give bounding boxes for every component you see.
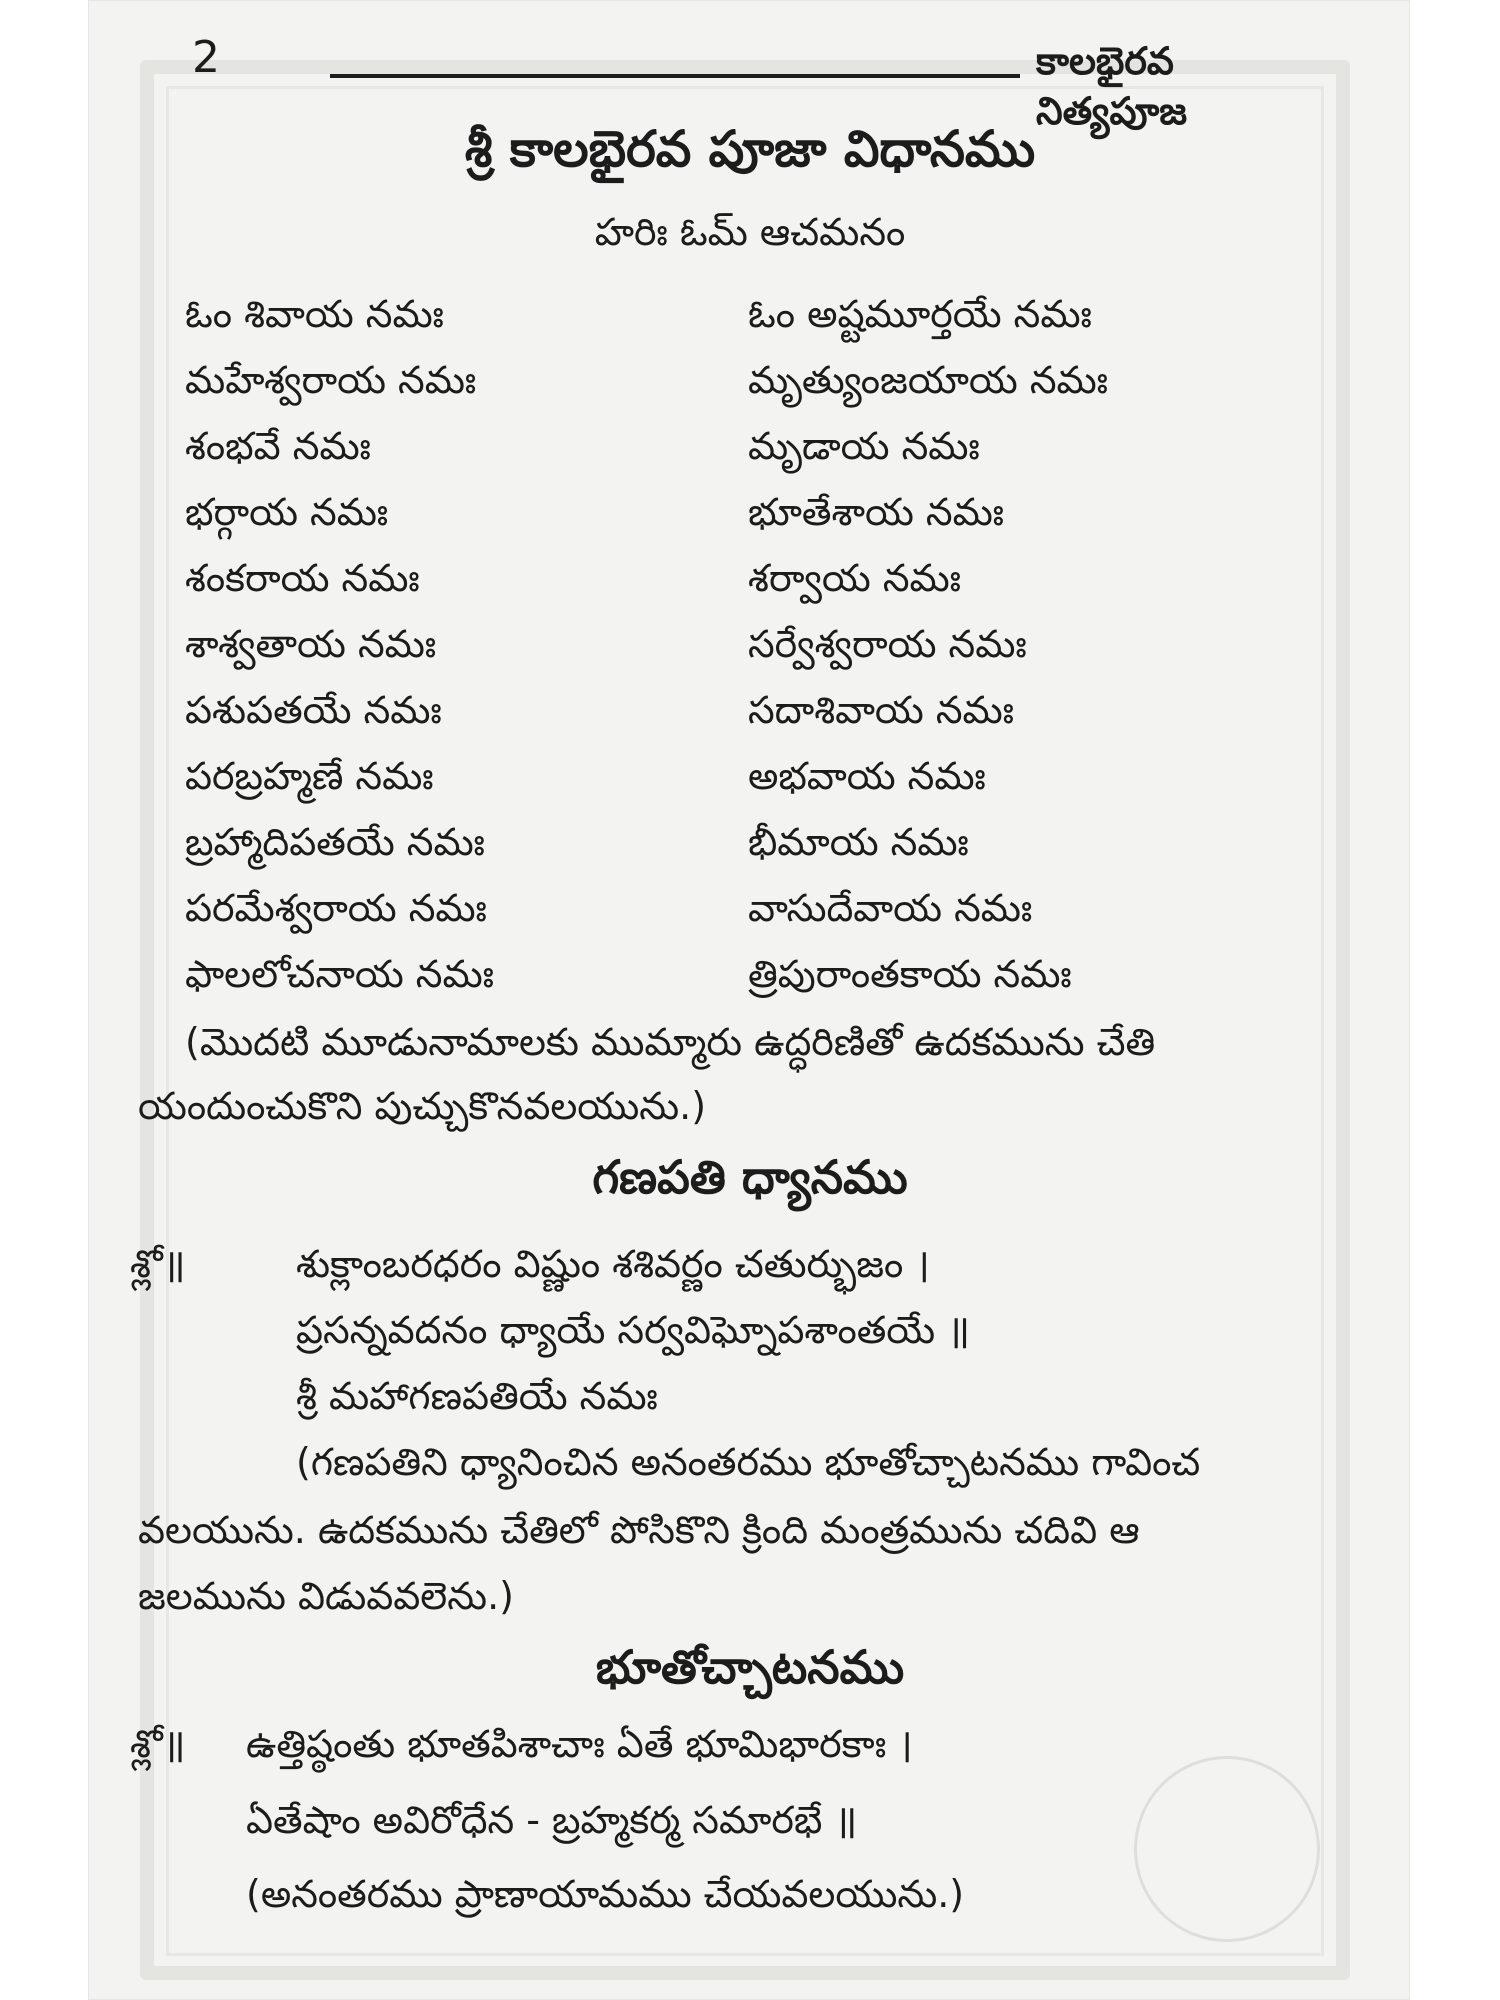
achamana-note-line-2: యందుంచుకొని పుచ్చుకొనవలయును.) [138, 1084, 707, 1128]
ganapati-note-line-1: (గణపతిని ధ్యానించిన అనంతరము భూతోచ్చాటనము గావించ [296, 1440, 1201, 1484]
name-left-8: పరబ్రహ్మణే నమః [185, 754, 434, 798]
name-right-7: సదాశివాయ నమః [748, 688, 1014, 732]
name-left-11: ఫాలలోచనాయ నమః [185, 952, 494, 996]
name-right-8: అభవాయ నమః [748, 754, 986, 798]
bhuta-heading: భూతోచ్చాటనము [595, 1640, 905, 1694]
page-title: శ్రీ కాలభైరవ పూజా విధానము [464, 120, 1036, 178]
page-number: 2 [192, 32, 220, 83]
ganapati-nama: శ్రీ మహాగణపతియే నమః [296, 1374, 658, 1418]
bhuta-sloka-mark: శ్లో॥ [130, 1722, 186, 1766]
ganapati-heading: గణపతి ధ్యానము [592, 1150, 908, 1204]
bhuta-sloka-line-1: ఉత్తిష్ఠంతు భూతపిశాచాః ఏతే భూమిభారకాః । [246, 1722, 913, 1766]
ganapati-sloka-mark: శ్లో॥ [130, 1242, 186, 1286]
name-right-5: శర్వాయ నమః [748, 556, 961, 600]
ganapati-sloka-line-2: ప్రసన్నవదనం ధ్యాయే సర్వవిఘ్నోపశాంతయే ॥ [296, 1308, 970, 1352]
ganapati-note-line-2: వలయును. ఉదకమును చేతిలో పోసికొని క్రింది మంత్రమును చదివి ఆ [138, 1508, 1140, 1552]
name-left-7: పశుపతయే నమః [185, 688, 442, 732]
name-right-11: త్రిపురాంతకాయ నమః [748, 952, 1072, 996]
ganapati-note-line-3: జలమును విడువవలెను.) [138, 1574, 514, 1618]
running-title: కాలభైరవ నిత్యపూజ [1036, 39, 1187, 133]
name-right-9: భీమాయ నమః [748, 820, 969, 864]
name-left-3: శంభవే నమః [185, 424, 371, 468]
achamana-note-line-1: (మొదటి మూడునామాలకు ముమ్మారు ఉద్ధరిణితో ఉదకమును చేతి [185, 1020, 1156, 1064]
name-left-6: శాశ్వతాయ నమః [185, 622, 437, 666]
name-right-4: భూతేశాయ నమః [748, 490, 1005, 534]
name-right-6: సర్వేశ్వరాయ నమః [748, 622, 1027, 666]
name-left-5: శంకరాయ నమః [185, 556, 420, 600]
name-left-1: ఓం శివాయ నమః [185, 292, 444, 336]
bhuta-note: (అనంతరము ప్రాణాయామము చేయవలయును.) [246, 1872, 965, 1916]
page-subtitle: హరిః ఓమ్ ఆచమనం [594, 210, 906, 254]
name-right-2: మృత్యుంజయాయ నమః [748, 358, 1108, 402]
name-left-9: బ్రహ్మాదిపతయే నమః [185, 820, 485, 864]
bhuta-sloka-line-2: ఏతేషాం అవిరోధేన - బ్రహ్మకర్మ సమారభే ॥ [246, 1798, 858, 1842]
name-right-3: మృడాయ నమః [748, 424, 980, 468]
name-left-4: భర్గాయ నమః [185, 490, 389, 534]
ganapati-sloka-line-1: శుక్లాంబరధరం విష్ణుం శశివర్ణం చతుర్భుజం । [296, 1242, 930, 1286]
name-right-1: ఓం అష్టమూర్తయే నమః [748, 292, 1092, 336]
name-left-2: మహేశ్వరాయ నమః [185, 358, 477, 402]
name-right-10: వాసుదేవాయ నమః [748, 886, 1033, 930]
name-left-10: పరమేశ్వరాయ నమః [185, 886, 487, 930]
